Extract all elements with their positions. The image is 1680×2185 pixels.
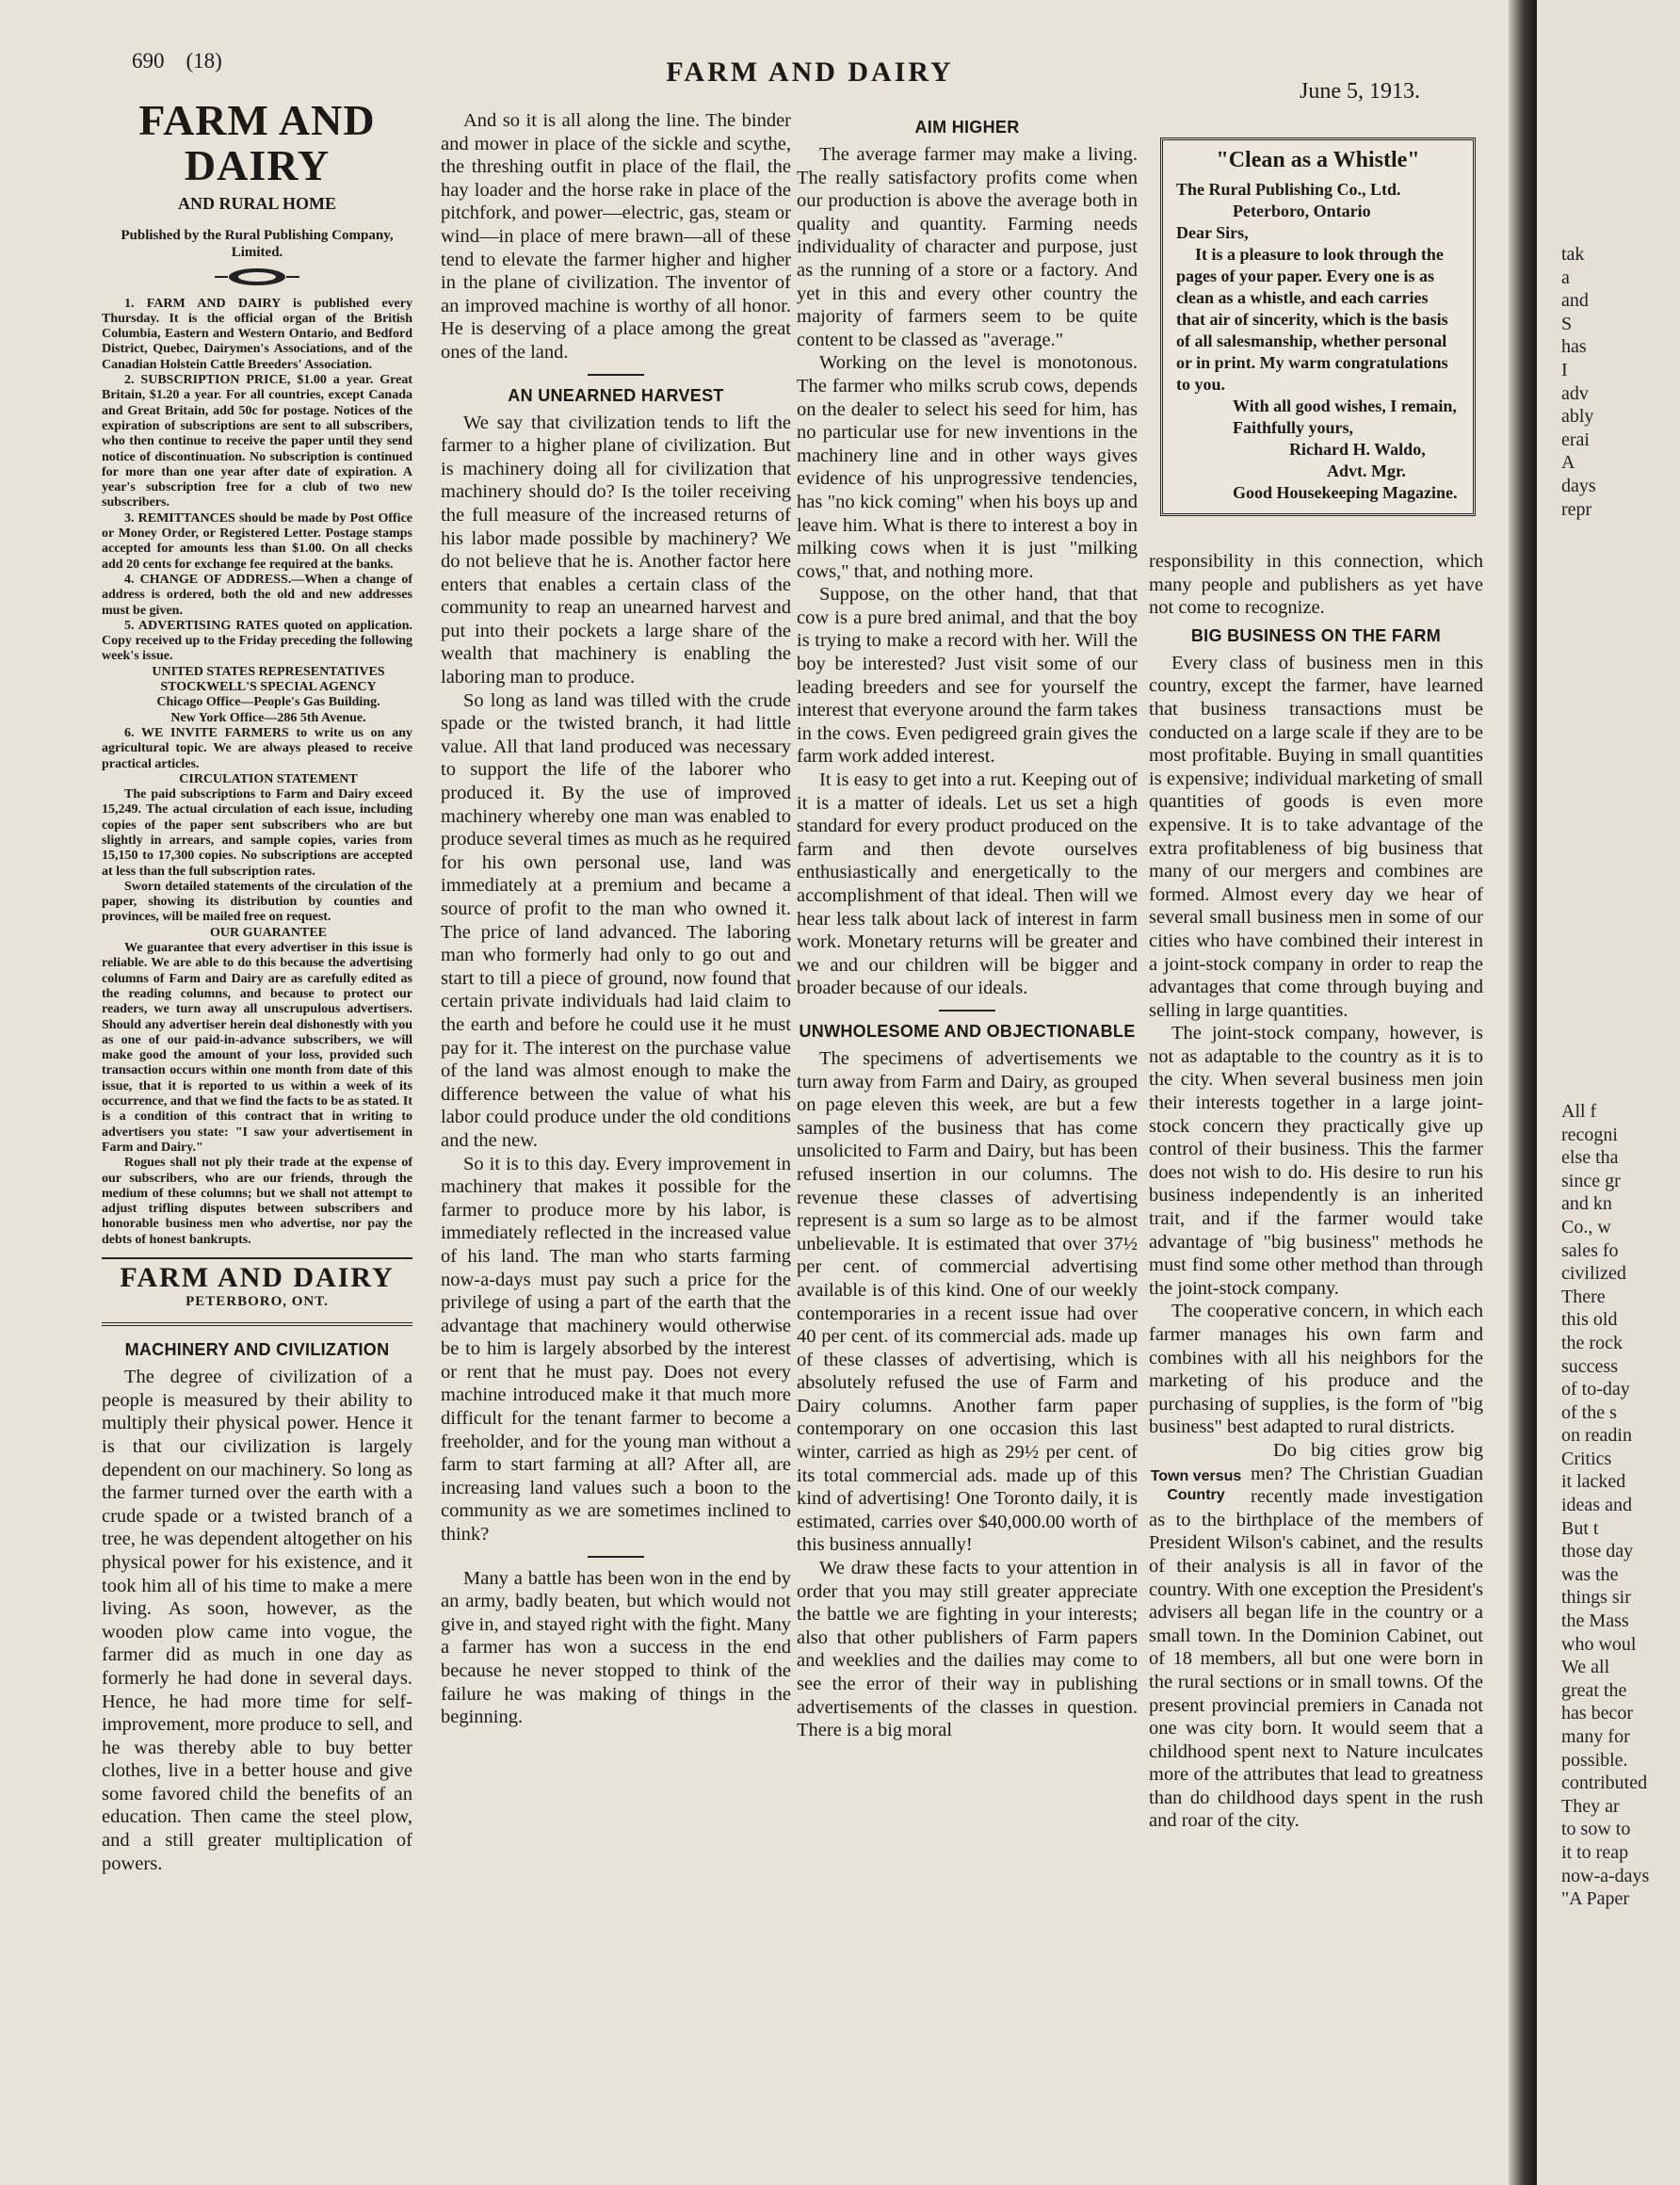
adjacent-page-line: this old: [1561, 1309, 1618, 1331]
adjacent-page-line: [1561, 961, 1649, 984]
adjacent-page-line: recogni: [1561, 1124, 1618, 1145]
footer-place: PETERBORO, ONT.: [186, 1293, 329, 1309]
machinery-paragraph-1: The degree of civilization of a people is measured by their ability to multiply their physical power. Hence it is that our civilization is largely dependent on our machinery. So long as the farmer turned over the earth with a crude spade or a twisted branch of a tree, he was dependent altogether on his physical power for his existence, and it took him all of his time to make a mere living. As soon, however, as the wooden plow came into vogue, the farmer did as much in one day as formerly he had done in several days. Hence, he had more time for self-improvement, more produce to sell, and he was thereby able to buy better clothes, live in a better house and give some favored child the benefits of an education. Then came the steel plow, and a still greater multiplication of powers.: [102, 1367, 412, 1874]
adjacent-page-line: [1561, 706, 1649, 730]
aim-paragraph-2: Working on the level is monotonous. The farmer who milks scrub cows, depends on the dealer to select his seed for him, has no particular use for new inventions in the machinery line and in other ways gives evidence of his unprogressive tendencies, has "no kick coming" when his boys up and leave him. What is there to interest a boy in milking cows when it is just "milking cows," that, and nothing more.: [797, 352, 1138, 582]
adjacent-page-line: [1561, 1008, 1649, 1031]
masthead-title: FARM AND DAIRY: [138, 96, 376, 189]
guarantee-text: We guarantee that every advertiser in this issue is reliable. We are able to do this because the advertising columns of Farm and Dairy are as carefully edited as the reading columns, and because to protect our readers, we turn away all unscrupulous advertisers. Should any advertiser herein deal dishonestly with you as one of our paid-in-advance subscribers, we will make good the amount of your loss, provided such transaction occurs within one month from date of this issue, that it is reported to us within a week of its occurrence, and that we find the facts to be as stated. It is a condition of this contract that in writing to advertisers you state: "I saw your advertisement in Farm and Dairy.": [102, 941, 412, 1155]
adjacent-page-line: has becor: [1561, 1703, 1634, 1724]
harvest-paragraph-4: Many a battle has been won in the end by an army, badly beaten, but which would not give in, and stayed right with the fight. Many a farmer has won a success in the end because he never stopped to think of the failure he was making of things in the beginning.: [441, 1567, 791, 1728]
term-6: 6. WE INVITE FARMERS to write us on any agricultural topic. We are always pleased to receive practical articles.: [102, 725, 412, 771]
term-2: 2. SUBSCRIPTION PRICE, $1.00 a year. Great Britain, $1.20 a year. For all countries, except Canada and Great Britain, add 50c for postage. Notices of the expiration of subscriptions are sent to all subscribers, who then continue to receive the paper until they send notice of discontinuation. No subscription is continued for more than one year after date of expiration. A year's subscription free for a club of two new subscribers.: [102, 373, 412, 510]
adjacent-page-line: [1561, 868, 1649, 892]
us-reps-heading: UNITED STATES REPRESENTATIVES: [152, 664, 385, 679]
adjacent-page-line: was the: [1561, 1563, 1619, 1585]
terms-of-publication: [102, 297, 412, 1248]
adjacent-page-line: things sir: [1561, 1587, 1631, 1609]
letter-address-2: Peterboro, Ontario: [1233, 202, 1371, 220]
adjacent-page-line: We all: [1561, 1657, 1610, 1678]
adjacent-page-line: the Mass: [1561, 1610, 1629, 1632]
adjacent-page-fragment: [1537, 0, 1680, 2185]
adjacent-page-line: and kn: [1561, 1193, 1612, 1215]
big-paragraph-2: The joint-stock company, however, is not as adaptable to the country as it is to the city. When several business men join their interests together in a large joint-stock concern they practically give up control of their business. This the farmer does not wish to do. His desire to run his business independently is an inherited trait, and if the farmer would take advantage of "big business" methods he must find some other method than through the joint-stock company.: [1149, 1023, 1483, 1299]
adjacent-page-line: a: [1561, 267, 1570, 288]
adjacent-page-line: [1561, 521, 1649, 544]
adjacent-page-line: days: [1561, 475, 1596, 496]
heading-machinery: MACHINERY AND CIVILIZATION: [124, 1340, 390, 1360]
adjacent-page-line: "A Paper: [1561, 1888, 1630, 1910]
aim-paragraph-3: Suppose, on the other hand, that that cow is a pure bred animal, and that the boy is trying to make a record with her. Will the boy be interested? Just visit some of our leading breeders and see for yourself the interest that everyone around the farm takes in the cows. Even pedigreed grain gives the farm work added interest.: [797, 584, 1138, 768]
adjacent-page-line: of the s: [1561, 1401, 1617, 1423]
ornament-icon: [215, 267, 299, 287]
harvest-paragraph-2: So long as land was tilled with the crude spade or the twisted branch, it had little value. All that land produced was necessary to support the life of the laborer who produced it. By the use of improved machinery whereby one man was enabled to produce several times as much as he required for his own personal use, land was immediately at a premium and became a source of profit to the man who owned it. The price of land advanced. The laboring man who formerly had only to go out and start to till a piece of ground, now found that certain private individuals had laid claim to the earth and before he could use it he must pay for it. The interest on the purchase value of the land was almost enough to make the difference between the value of what his labor could produce under the old conditions and the new.: [441, 689, 791, 1151]
big-paragraph-3: The cooperative concern, in which each farmer manages his own farm and combines with all his neighbors for the marketing of his produce and the purchasing of supplies, is the form of "big business" best adapted to rural districts.: [1149, 1301, 1483, 1438]
column-2: [441, 109, 791, 1729]
adjacent-page-line: [1561, 591, 1649, 614]
circulation-text: The paid subscriptions to Farm and Dairy exceed 15,249. The actual circulation of each issue, including copies of the paper sent subscribers who are but slightly in arrears, and sample copies, varies from 15,150 to 17,300 copies. No subscriptions are accepted at less than the full subscription rates.: [102, 787, 412, 879]
adjacent-page-line: ably: [1561, 406, 1594, 428]
adjacent-page-line: who woul: [1561, 1633, 1637, 1655]
adjacent-page-line: [1561, 822, 1649, 846]
adjacent-page-line: [1561, 799, 1649, 822]
adjacent-page-line: Co., w: [1561, 1216, 1611, 1238]
adjacent-page-line: adv: [1561, 382, 1589, 404]
heading-unwholesome: UNWHOLESOME AND OBJECTIONABLE: [799, 1021, 1136, 1041]
circulation-text-2: Sworn detailed statements of the circulation of the paper, showing its distribution by counties and provinces, will be mailed free on request.: [102, 879, 412, 925]
letter-box-wrap: [1151, 124, 1476, 522]
adjacent-page-line: [1561, 1030, 1649, 1054]
adjacent-page-line: on readin: [1561, 1425, 1632, 1447]
adjacent-page-line: [1561, 567, 1649, 591]
adjacent-page-line: [1561, 544, 1649, 568]
heading-big-business: BIG BUSINESS ON THE FARM: [1190, 625, 1442, 645]
adjacent-page-line: [1561, 1076, 1649, 1100]
guarantee-text-2: Rogues shall not ply their trade at the expense of our subscribers, who are our friends, through the medium of these columns; but we shall not attempt to adjust trifling disputes between subscribers and honorable business men who advertise, nor pay the debts of honest bankrupts.: [102, 1156, 412, 1247]
testimonial-letter: [1160, 138, 1476, 516]
adjacent-page-line: [1561, 892, 1649, 915]
adjacent-page-line: to sow to: [1561, 1819, 1631, 1840]
chicago-office: Chicago Office—People's Gas Building.: [156, 695, 380, 710]
adjacent-page-line: erai: [1561, 429, 1590, 450]
adjacent-page-line: repr: [1561, 498, 1592, 520]
letter-signer-role: Advt. Mgr.: [1327, 461, 1406, 480]
adjacent-page-line: Critics: [1561, 1448, 1612, 1469]
adjacent-page-line: [1561, 984, 1649, 1008]
adjacent-page-line: it to reap: [1561, 1841, 1629, 1863]
adjacent-page-line: now-a-days: [1561, 1865, 1650, 1886]
adjacent-page-line: [1561, 637, 1649, 660]
adjacent-page-line: They ar: [1561, 1795, 1620, 1817]
adjacent-page-line: A: [1561, 452, 1575, 474]
adjacent-page-line: those day: [1561, 1541, 1634, 1562]
letter-address-1: The Rural Publishing Co., Ltd.: [1176, 180, 1401, 199]
letter-organization: Good Housekeeping Magazine.: [1233, 483, 1458, 502]
column-1: [102, 98, 412, 1875]
term-1: 1. FARM AND DAIRY is published every Thursday. It is the official organ of the British Columbia, Eastern and Western Ontario, and Bedford District, Quebec, Dairymen's Associations, and of the Canadian Holstein Cattle Breeders' Association.: [102, 296, 412, 372]
adjacent-page-line: S: [1561, 313, 1573, 334]
newyork-office: New York Office—286 5th Avenue.: [170, 710, 366, 725]
adjacent-page-line: [1561, 683, 1649, 706]
rule: [588, 374, 644, 376]
adjacent-page-line: possible.: [1561, 1749, 1628, 1771]
adjacent-page-line: [1561, 729, 1649, 753]
term-3: 3. REMITTANCES should be made by Post Office or Money Order, or Registered Letter. Postage stamps accepted for amounts less than $1.00. On all checks add 20 cents for exchange fee required at the banks.: [102, 510, 412, 572]
column-3: [797, 111, 1138, 1742]
adjacent-page-line: since gr: [1561, 1170, 1621, 1191]
letter-salutation: Dear Sirs,: [1176, 223, 1249, 242]
adjacent-page-line: [1561, 753, 1649, 776]
us-reps-agency: STOCKWELL'S SPECIAL AGENCY: [160, 680, 377, 695]
adjacent-page-line: success: [1561, 1355, 1618, 1377]
adjacent-page-line: sales fo: [1561, 1239, 1619, 1261]
running-title: FARM AND DAIRY: [666, 57, 954, 88]
adjacent-page-line: [1561, 776, 1649, 800]
masthead-subtitle: AND RURAL HOME: [177, 194, 336, 213]
letter-body: It is a pleasure to look through the pages of your paper. Every one is as clean as a whistle, and each carries that air of sincerity, which is the basis of all salesmanship, whether personal or in print. My warm congratulations to you.: [1176, 245, 1448, 394]
publisher-line: Published by the Rural Publishing Company, Limited.: [121, 227, 394, 260]
adjacent-page-line: [1561, 1054, 1649, 1077]
adjacent-page-line: it lacked: [1561, 1471, 1626, 1493]
adjacent-page-line: [1561, 938, 1649, 962]
adjacent-page-line: and: [1561, 290, 1589, 312]
heading-harvest: AN UNEARNED HARVEST: [508, 385, 724, 405]
footer-title: FARM AND DAIRY: [102, 1257, 412, 1290]
rule: [939, 1010, 995, 1012]
heading-aim-higher: AIM HIGHER: [914, 118, 1020, 137]
double-rule: [102, 1322, 412, 1326]
column-4: [1149, 550, 1483, 1833]
adjacent-page-line: There: [1561, 1286, 1606, 1307]
unwholesome-paragraph-2: We draw these facts to your attention in order that you may still greater appreciate the battle we are fighting in your interests; also that other publishers of Farm papers and weeklies and the dailies may come to see the error of their way in publishing advertisements of the classes in question. There is a big moral: [797, 1558, 1138, 1741]
adjacent-page-line: contributed: [1561, 1772, 1648, 1794]
aim-paragraph-4: It is easy to get into a rut. Keeping out of it is a matter of ideals. Let us set a high standard for every product produced on the farm and then devote ourselves enthusiastically and energetically to the accomplishment of that ideal. Then will we hear less talk about lack of interest in farm work. Monetary returns will be greater and we and our children will be bigger and broader because of our ideals.: [797, 769, 1138, 999]
adjacent-page-line: [1561, 614, 1649, 638]
page-number: 690 (18): [132, 49, 222, 73]
aim-paragraph-1: The average farmer may make a living. The really satisfactory profits come when our production is above the average both in quality and quantity. Farming needs individuality of character and purpose, just as the running of a store or a factory. And yet in this and every other country the majority of farmers seem to be quite content to be classed as "average.": [797, 144, 1138, 350]
adjacent-page-line: tak: [1561, 244, 1585, 265]
term-4: 4. CHANGE OF ADDRESS.—When a change of address is ordered, both the old and new addresses must be given.: [102, 572, 412, 618]
harvest-paragraph-3: So it is to this day. Every improvement in machinery that makes it possible for the farmer to produce more by his labor, is immediately reflected in the increased value of his land. The man who starts farming now-a-days must pay such a price for the privilege of using a part of the earth that the advantage that machinery would otherwise be to him is largely absorbed by the interest or rent that he must pay. Does not every machine introduced make it that much more difficult for the tenant farmer to become a freeholder, and for the young man without a farm to start farming at all? After all, are increasing land values such a boon to the community as we are sometimes inclined to think?: [441, 1153, 791, 1546]
adjacent-page-line: many for: [1561, 1726, 1630, 1747]
issue-date: June 5, 1913.: [1300, 79, 1420, 104]
sidehead-town-versus-country: Town versus Country: [1150, 1467, 1242, 1503]
term-5: 5. ADVERTISING RATES quoted on application. Copy received up to the Friday preceding the following week's issue.: [102, 618, 412, 664]
town-paragraph: Do big cities grow big men? The Christian Guadian recently made investigation as to the birthplace of the members of President Wilson's cabinet, and the results of their analysis is all in favor of the country. With one exception the President's advisers all began life in the country or a small town. In the Dominion Cabinet, out of 18 members, all but one were born in the rural sections or in small towns. Of the present provincial premiers in Canada not one was city born. It would seem that a childhood spent next to Nature inculcates more of the attributes that lead to greatness than do childhood days spent in the rush and roar of the city.: [1149, 1439, 1483, 1832]
adjacent-page-line: [1561, 660, 1649, 684]
adjacent-page-line: [1561, 845, 1649, 868]
machinery-paragraph-2: And so it is all along the line. The binder and mower in place of the sickle and scythe, the threshing outfit in place of the flail, the hay loader and the horse rake in place of the pitchfork, and power—electric, gas, steam or wind—in place of mere brawn—all of these tend to elevate the farmer higher and higher in the plane of civilization. The inventor of an improved machine is worthy of all honor. He is deserving of a place among the great ones of the land.: [441, 110, 791, 363]
adjacent-page-line: ideas and: [1561, 1495, 1632, 1516]
unwholesome-paragraph-3: responsibility in this connection, which many people and publishers as yet have not come to recognize.: [1149, 551, 1483, 619]
adjacent-page-line: All f: [1561, 1100, 1597, 1122]
letter-title: "Clean as a Whistle": [1216, 148, 1420, 172]
adjacent-page-line: But t: [1561, 1517, 1599, 1539]
adjacent-page-line: the rock: [1561, 1332, 1623, 1353]
adjacent-page-line: has: [1561, 336, 1587, 358]
adjacent-page-line: great the: [1561, 1679, 1627, 1701]
letter-closing: With all good wishes, I remain,: [1233, 397, 1457, 415]
adjacent-page-line: [1561, 914, 1649, 938]
adjacent-page-line: else tha: [1561, 1147, 1619, 1169]
big-paragraph-1: Every class of business men in this country, except the farmer, have learned that business transactions must be conducted on a large scale if they are to be most profitable. Buying in small quantities is expensive; individual marketing of small quantities of goods is even more expensive. It is to take advantage of the extra profitableness of big business that many of our mergers and combines are formed. Almost every day we hear of several small business men in some of our cities who have combined their interest in a joint-stock company in order to reap the advantages that come through buying and selling in large quantities.: [1149, 652, 1483, 1021]
unwholesome-paragraph-1: The specimens of advertisements we turn away from Farm and Dairy, as grouped on page eleven this week, are but a few samples of the business that has come unsolicited to Farm and Dairy, but has been refused insertion in our columns. The revenue these classes of advertising represent is a sum so large as to be almost unbelievable. It is estimated that over 37½ per cent. of commercial advertising available is of this kind. One of our weekly contemporaries in a recent issue had over 40 per cent. of its commercial ads. made up of these classes of advertising, which is absolutely refused the use of Farm and Dairy columns. Another farm paper contemporary on one occasion this last winter, carried as high as 29½ per cent. of its total commercial ads. made up of this kind of advertising! One Toronto daily, it is estimated, carries over $40,000.00 worth of this business annually!: [797, 1047, 1138, 1556]
harvest-paragraph-1: We say that civilization tends to lift the farmer to a higher plane of civilization. But is machinery doing all for civilization that machinery should do? Is the toiler receiving the full measure of the increased returns of his labor made possible by machinery? We do not believe that he is. Another factor here enters that enables a certain class of the community to reap an unearned harvest and put into their pockets a large share of the wealth that machinery is enabling the laboring man to produce.: [441, 412, 791, 688]
circulation-heading: CIRCULATION STATEMENT: [179, 771, 358, 786]
rule: [588, 1556, 644, 1558]
page-gutter: [1509, 0, 1537, 2185]
guarantee-heading: OUR GUARANTEE: [209, 925, 328, 940]
adjacent-page-line: civilized: [1561, 1263, 1626, 1285]
adjacent-page-line: of to-day: [1561, 1379, 1630, 1400]
adjacent-page-line: I: [1561, 359, 1568, 380]
letter-signer: Richard H. Waldo,: [1289, 440, 1426, 459]
letter-closing-2: Faithfully yours,: [1233, 418, 1354, 437]
